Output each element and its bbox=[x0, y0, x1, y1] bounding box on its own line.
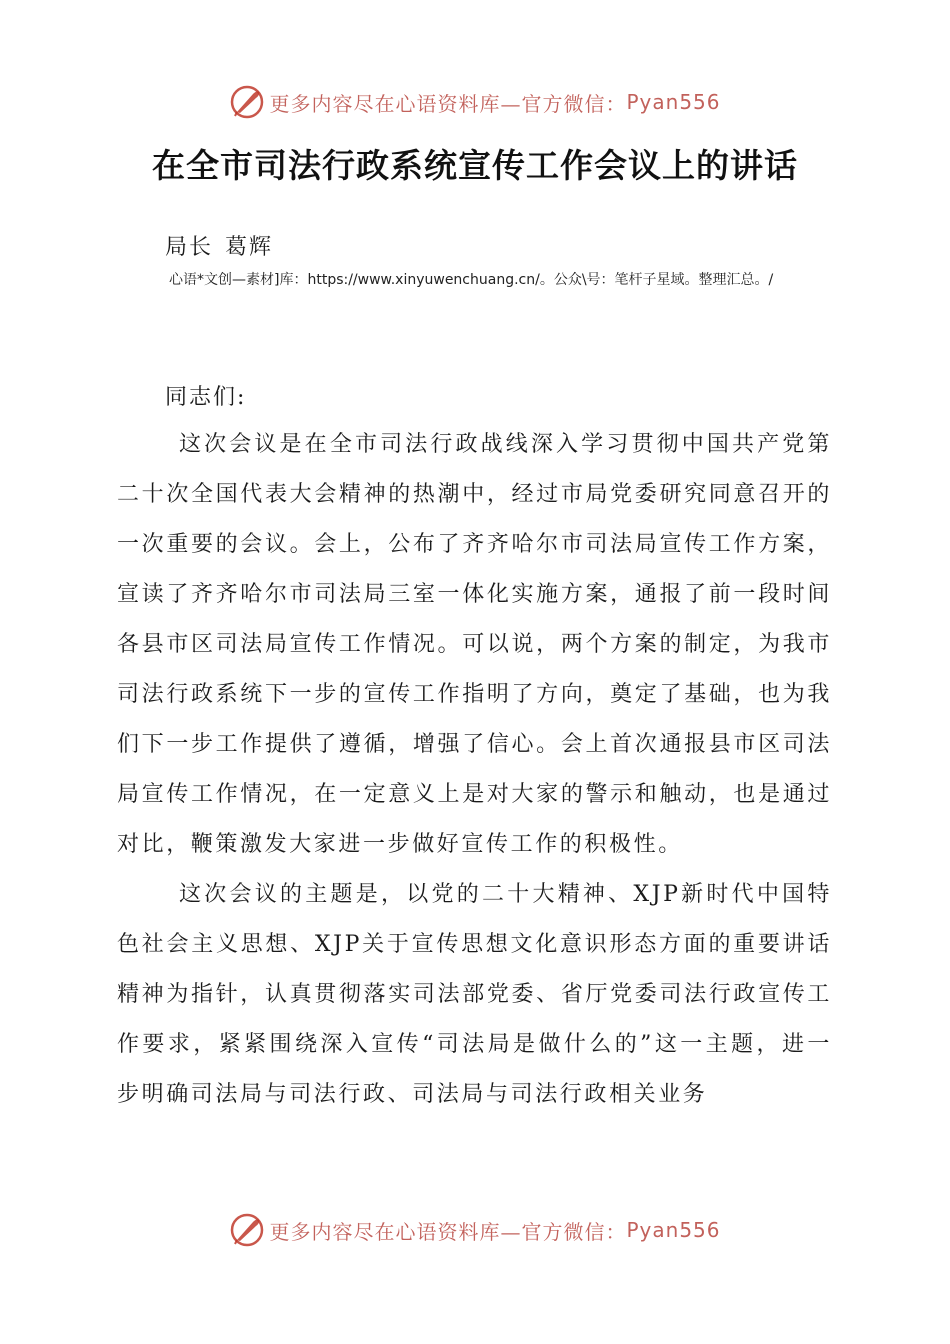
document-body bbox=[117, 420, 832, 1120]
author-line bbox=[165, 230, 273, 261]
watermark-text: 更多内容尽在心语资料库—官方微信： bbox=[269, 91, 627, 116]
source-note: 心语*文创—素材]库：https://www.xinyuwenchuang.cn/。公众\号：笔杆子星域。整理汇总。/ bbox=[169, 272, 774, 288]
salutation: 同志们: bbox=[165, 385, 247, 410]
quill-logo-icon bbox=[229, 1212, 265, 1248]
document-title: 在全市司法行政系统宣传工作会议上的讲话 bbox=[152, 146, 798, 185]
watermark-footer bbox=[0, 1210, 950, 1250]
watermark-text: 更多内容尽在心语资料库—官方微信： bbox=[269, 1219, 627, 1244]
body-paragraph: 这次会议的主题是，以党的二十大精神、XJP新时代中国特色社会主义思想、XJP关于宣传思想文化意识形态方面的重要讲话精神为指针，认真贯彻落实司法部党委、省厅党委司法行政宣传工作要求，紧紧围绕深入宣传“司法局是做什么的”这一主题，进一步明确司法局与司法行政、司法局与司法行政相关业务 bbox=[117, 882, 832, 1107]
author-role: 局长 bbox=[165, 235, 214, 260]
watermark-wechat-id: Pyan556 bbox=[626, 90, 721, 114]
body-paragraph: 这次会议是在全市司法行政战线深入学习贯彻中国共产党第二十次全国代表大会精神的热潮中，经过市局党委研究同意召开的一次重要的会议。会上，公布了齐齐哈尔市司法局宣传工作方案，宣读了齐齐哈尔市司法局三室一体化实施方案，通报了前一段时间各县市区司法局宣传工作情况。可以说，两个方案的制定，为我市司法行政系统下一步的宣传工作指明了方向，奠定了基础，也为我们下一步工作提供了遵循，增强了信心。会上首次通报县市区司法局宣传工作情况，在一定意义上是对大家的警示和触动，也是通过对比，鞭策激发大家进一步做好宣传工作的积极性。 bbox=[117, 432, 832, 857]
quill-logo-icon bbox=[229, 84, 265, 120]
watermark-header bbox=[0, 82, 950, 122]
watermark-wechat-id: Pyan556 bbox=[626, 1218, 721, 1242]
author-name: 葛辉 bbox=[225, 235, 274, 260]
